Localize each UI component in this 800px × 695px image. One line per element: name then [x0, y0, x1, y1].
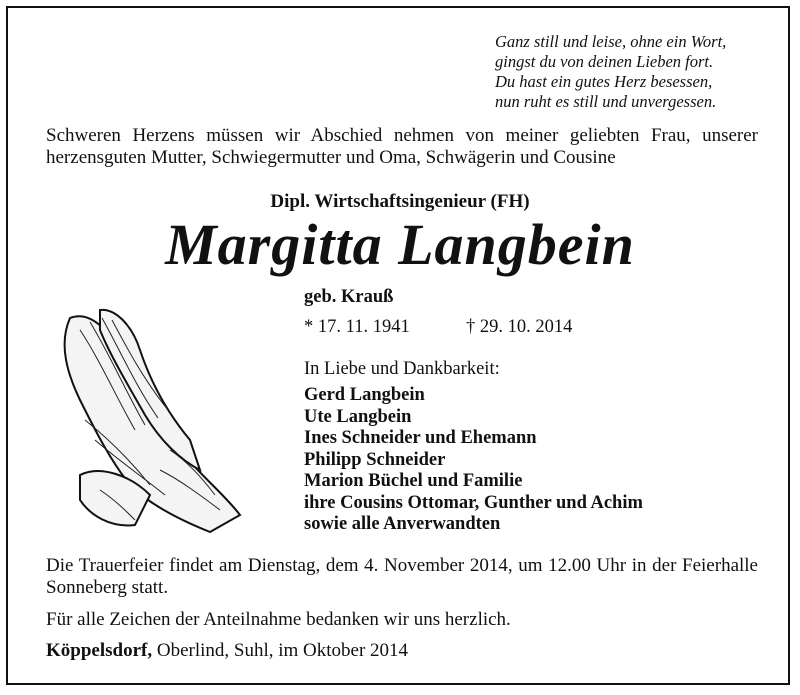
- place-bold: Köppelsdorf,: [46, 640, 153, 661]
- maiden-name: geb. Krauß: [304, 287, 394, 307]
- deceased-name: Margitta Langbein: [165, 212, 635, 277]
- mourners-list: [304, 385, 643, 536]
- mourner: Marion Büchel und Familie: [304, 471, 523, 491]
- mourner: Gerd Langbein: [304, 385, 425, 405]
- poem: [495, 32, 785, 112]
- place-rest: Oberlind, Suhl, im Oktober 2014: [152, 640, 409, 661]
- mourner: ihre Cousins Ottomar, Gunther und Achim: [304, 492, 643, 513]
- dedication: In Liebe und Dankbarkeit:: [304, 359, 500, 379]
- mourner: Ute Langbein: [304, 406, 412, 427]
- death-date: † 29. 10. 2014: [466, 317, 573, 337]
- mourner: Ines Schneider und Ehemann: [304, 428, 537, 448]
- academic-title: Dipl. Wirtschaftsingenieur (FH): [270, 191, 530, 212]
- poem-line: Ganz still und leise, ohne ein Wort,: [495, 32, 727, 51]
- intro-text: Schweren Herzens müssen wir Abschied nehmen von meiner geliebten Frau, unserer herzensguten Mutter, Schwiegermutter und Oma, Schwägerin und Cousine: [46, 125, 758, 168]
- praying-hands-icon: [40, 300, 250, 535]
- poem-line: Du hast ein gutes Herz besessen,: [495, 72, 713, 91]
- place-date-line: [46, 640, 758, 662]
- poem-line: nun ruht es still und unvergessen.: [495, 92, 717, 111]
- funeral-info: Die Trauerfeier findet am Dienstag, dem 4. November 2014, um 12.00 Uhr in der Feierhalle Sonneberg statt.: [46, 555, 758, 598]
- mourner: sowie alle Anverwandten: [304, 514, 501, 534]
- mourner: Philipp Schneider: [304, 449, 446, 470]
- birth-date: * 17. 11. 1941: [304, 317, 410, 337]
- poem-line: gingst du von deinen Lieben fort.: [495, 52, 714, 71]
- thanks-text: Für alle Zeichen der Anteilnahme bedanken wir uns herzlich.: [46, 609, 511, 630]
